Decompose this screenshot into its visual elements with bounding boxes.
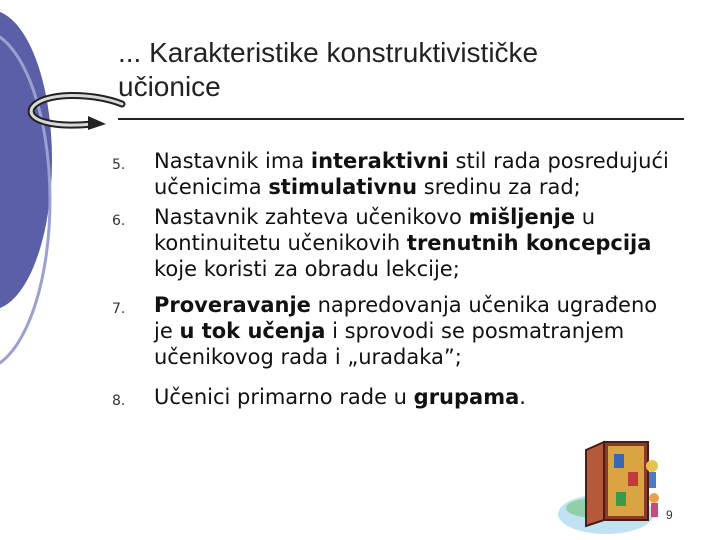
title-line-1: ... Karakteristike konstruktivističke	[118, 37, 539, 68]
characteristics-list	[112, 148, 672, 410]
item-text: sredinu za rad;	[417, 175, 581, 199]
item-text: i sprovodi se posmatranjem učenikovog rada i „uradaka”;	[154, 319, 625, 369]
item-text: u kontinuitetu učenikovih	[154, 205, 596, 255]
list-number: 7.	[112, 301, 126, 317]
list-number: 5.	[112, 157, 126, 173]
left-decoration	[0, 0, 90, 540]
list-item-7	[112, 292, 672, 370]
item-text: koje koristi za obradu lekcije;	[154, 257, 460, 281]
item-text: Nastavnik ima	[154, 149, 311, 173]
item-bold: stimulativnu	[268, 175, 418, 199]
item-bold: u tok učenja	[179, 319, 326, 343]
list-number: 8.	[112, 393, 126, 409]
item-bold: interaktivni	[310, 149, 449, 173]
item-bold: mišljenje	[468, 205, 576, 229]
item-text: Nastavnik zahteva učenikovo	[154, 205, 469, 229]
item-text: stil rada posredujući učenicima	[154, 149, 669, 199]
item-bold: trenutnih koncepcija	[406, 231, 652, 255]
list-number: 6.	[112, 213, 126, 229]
title-line-2: učionice	[118, 71, 221, 102]
item-text: Učenici primarno rade u	[154, 385, 414, 409]
item-bold: Proveravanje	[154, 293, 311, 317]
open-doors-clipart-icon	[556, 436, 668, 534]
item-bold: grupama	[413, 385, 520, 409]
slide-title	[118, 36, 678, 104]
item-text: .	[519, 385, 526, 409]
list-item-6	[112, 204, 672, 282]
page-number: 9	[666, 508, 673, 522]
item-text: napredovanja učenika ugrađeno je	[154, 293, 658, 343]
curved-arrow-icon	[22, 90, 132, 132]
list-item-5	[112, 148, 672, 200]
title-divider	[118, 118, 684, 120]
list-item-8	[112, 384, 672, 410]
